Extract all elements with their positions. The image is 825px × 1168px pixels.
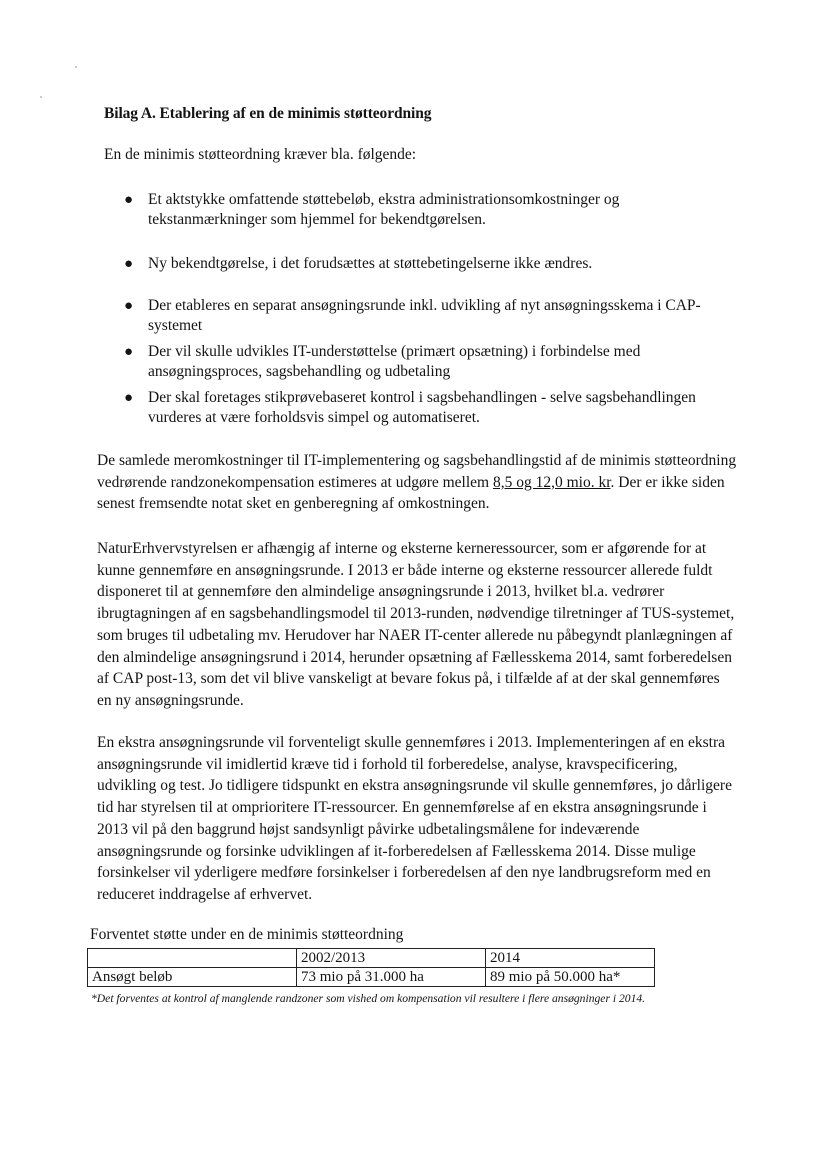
bullet-text: Der etableres en separat ansøgningsrunde inkl. udvikling af nyt ansøgningsskema i CAP-systemet [148,297,701,334]
scan-speck [75,66,77,68]
table-cell: 89 mio på 50.000 ha* [486,968,655,987]
paragraph-extra-round: En ekstra ansøgningsrunde vil forventeligt skulle gennemføres i 2013. Implementeringen af en ekstra ansøgningsrunde vil imidlertid kræve tid i forhold til forberedelse, analyse, kravspecificering, udvikling og test. Jo tidligere tidspunkt en ekstra ansøgningsrunde vil skulle gennemføres, jo dårligere tid har styrelsen til at omprioritere IT-ressourcer. En gennemførelse af en ekstra ansøgningsrunde i 2013 vil på den baggrund højst sandsynligt påvirke udbetalingsmålene for indeværende ansøgningsrunde og forsinke udviklingen af it-forberedelsen af Fællesskema 2014. Disse mulige forsinkelser vil yderligere medføre forsinkelser i forberedelsen af den nye landbrugsreform med en reduceret inddragelse af erhvervet. [97,734,732,903]
scan-speck [40,96,42,98]
paragraph-text: De samlede meromkostninger til IT-implementering og sagsbehandlingstid af de minimis støtteordning vedrørende randzonekompensation estimeres at udgøre mellem [97,452,737,491]
bullet-item [124,254,724,274]
table-header-cell: 2014 [486,949,655,968]
bullet-item [124,190,724,230]
document-heading: Bilag A. Etablering af en de minimis støtteordning [104,105,432,122]
table-header-row [88,949,655,968]
bullet-item [124,296,724,336]
bullet-item [124,388,724,428]
bullet-item [124,342,724,382]
table-header-cell [88,949,297,968]
intro-text: En de minimis støtteordning kræver bla. følgende: [104,146,417,163]
support-table [87,948,655,987]
paragraph-cost-estimate [97,450,737,515]
table-caption: Forventet støtte under en de minimis støtteordning [90,926,404,943]
table-footnote: *Det forventes at kontrol af manglende randzoner som vished om kompensation vil resultere i flere ansøgninger i 2014. [91,992,646,1005]
bullet-text: Ny bekendtgørelse, i det forudsættes at støttebetingelserne ikke ændres. [148,255,593,272]
paragraph-resources: NaturErhvervstyrelsen er afhængig af interne og eksterne kerneressourcer, som er afgørende for at kunne gennemføre en ansøgningsrunde. I 2013 er både interne og eksterne ressourcer allerede fuldt disponeret til at gennemføre den almindelige ansøgningsrunde i 2013, hvilket bl.a. vedrører ibrugtagningen af en sagsbehandlingsmodel til 2013-runden, nødvendige tilretninger af TUS-systemet, som bruges til udbetaling mv. Herudover har NAER IT-center allerede nu påbegyndt planlægningen af den almindelige ansøgningsrund i 2014, herunder opsætning af Fællesskema 2014, samt forberedelsen af CAP post-13, som det vil blive vanskeligt at bevare fokus på, i tilfælde af at der skal gennemføres en ny ansøgningsrunde. [97,540,735,709]
bullet-text: Et aktstykke omfattende støttebeløb, ekstra administrationsomkostninger og tekstanmærkninger som hjemmel for bekendtgørelsen. [148,191,620,228]
cost-range: 8,5 og 12,0 mio. kr [492,473,611,491]
bullet-dot-icon: ● [124,390,134,406]
table-row [88,968,655,987]
bullet-dot-icon: ● [124,192,134,208]
bullet-text: Der vil skulle udvikles IT-understøttelse (primært opsætning) i forbindelse med ansøgningsproces, sagsbehandling og udbetaling [148,343,641,380]
table-cell: 73 mio på 31.000 ha [297,968,486,987]
bullet-dot-icon: ● [124,298,134,314]
bullet-dot-icon: ● [124,344,134,360]
bullet-dot-icon: ● [124,256,134,272]
table-header-cell: 2002/2013 [297,949,486,968]
table-cell: Ansøgt beløb [88,968,297,987]
paragraph-text: . Der er ikke siden senest fremsendte notat sket en genberegning af omkostningen. [97,473,725,513]
bullet-text: Der skal foretages stikprøvebaseret kontrol i sagsbehandlingen - selve sagsbehandlingen vurderes at være forholdsvis simpel og automatiseret. [148,389,696,426]
